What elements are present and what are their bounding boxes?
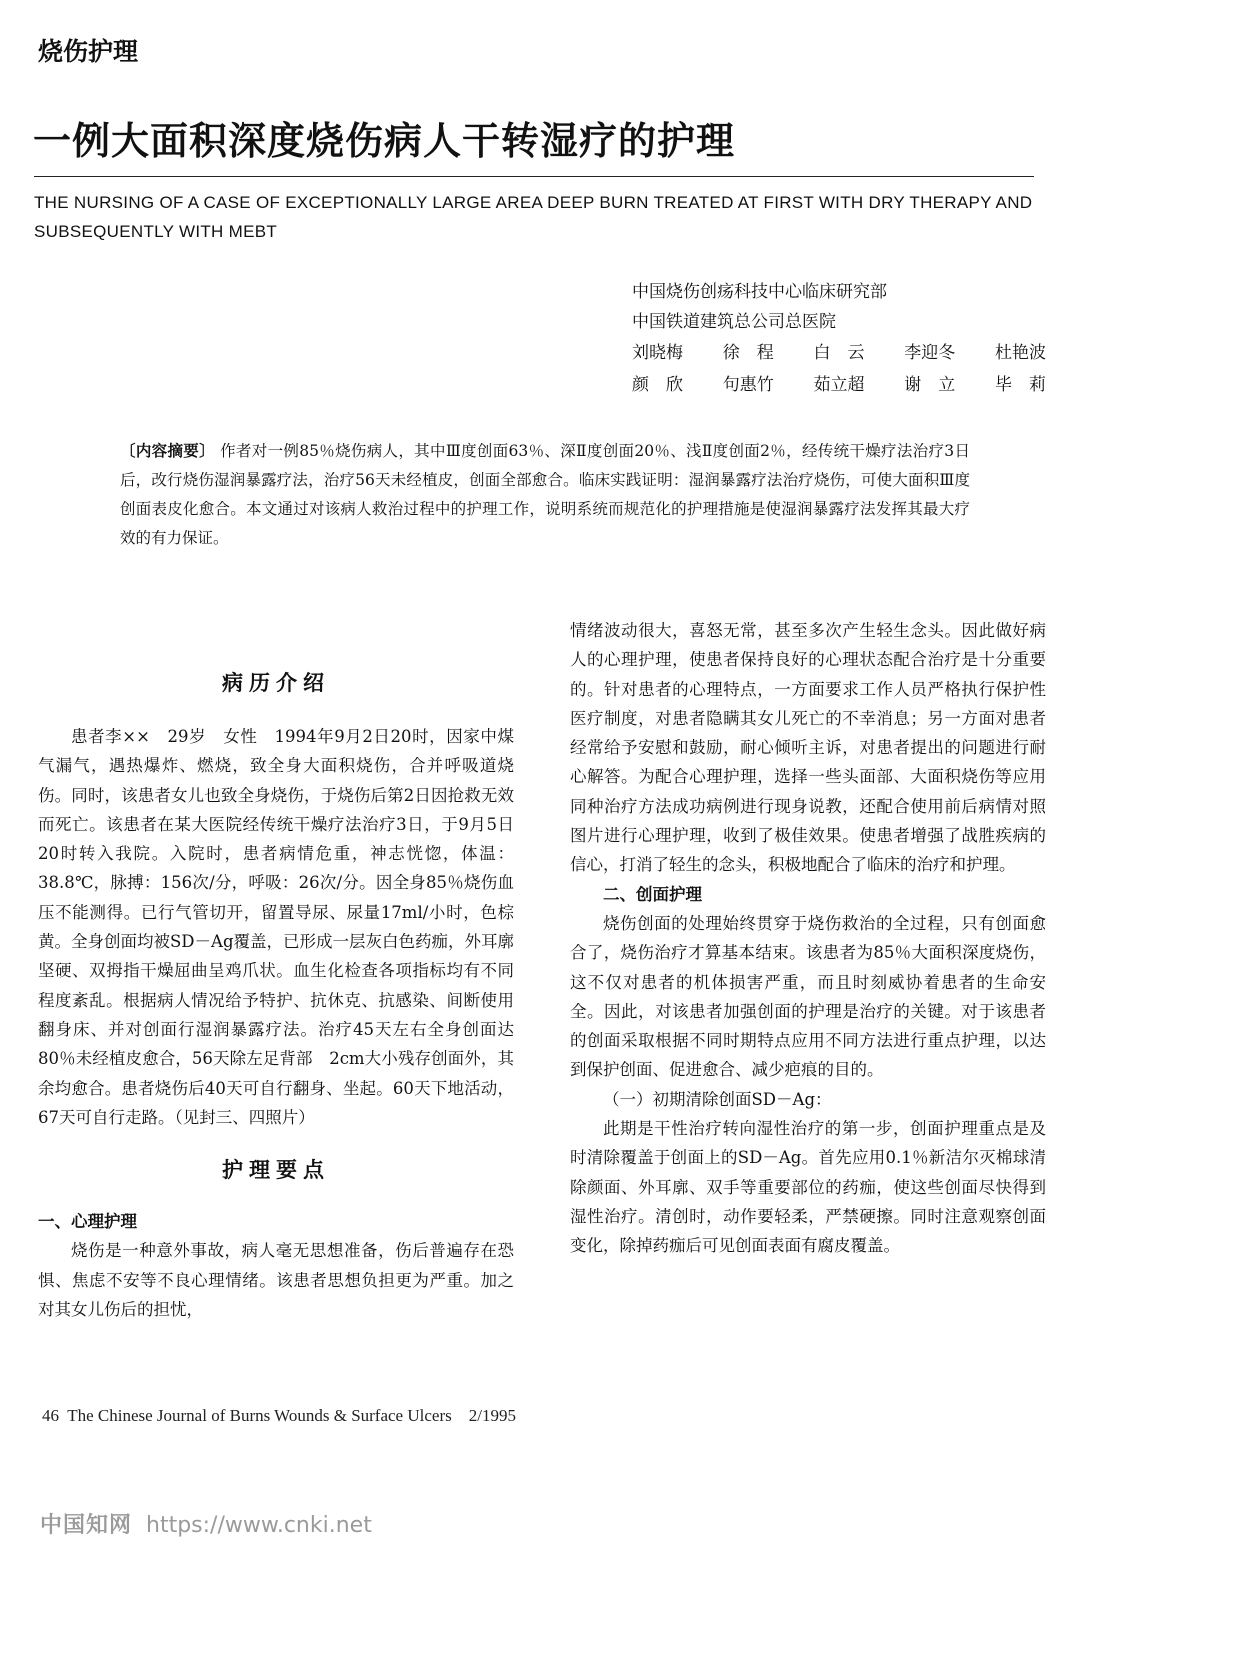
cnki-url[interactable]: https://www.cnki.net — [146, 1513, 372, 1538]
journal-issue: 2/1995 — [468, 1406, 516, 1425]
heading-nursing-points: 护理要点 — [222, 1158, 330, 1183]
cnki-logo: 中国知网 — [40, 1513, 133, 1538]
page-number: 46 — [42, 1406, 59, 1425]
author-name: 徐 程 — [722, 343, 774, 363]
abstract — [120, 437, 970, 553]
author-name: 李迎冬 — [904, 343, 956, 363]
subheading-wound-care: 二、创面护理 — [603, 884, 702, 904]
author-name: 白 云 — [813, 343, 865, 363]
author-name: 刘晓梅 — [632, 343, 683, 363]
author-name: 茹立超 — [813, 375, 865, 395]
author-row — [632, 338, 1046, 370]
case-history-paragraph: 患者李×× 29岁 女性 1994年9月2日20时，因家中煤气漏气，遇热爆炸、燃烧，致全身大面积烧伤，合并呼吸道烧伤。同时，该患者女儿也致全身烧伤，于烧伤后第2日因抢救无效而死亡。该患者在某大医院经传统干燥疗法治疗3日，于9月5日20时转入我院。入院时，患者病情危重，神志恍惚，体温：38.8℃，脉搏：156次/分，呼吸：26次/分。因全身85％烧伤血压不能测得。已行气管切开，留置导尿、尿量17ml/小时，色棕黄。全身创面均被SD－Ag覆盖，已形成一层灰白色药痂，外耳廓坚硬、双拇指干燥屈曲呈鸡爪状。血生化检查各项指标均有不同程度紊乱。根据病人情况给予特护、抗休克、抗感染、间断使用翻身床、并对创面行湿润暴露疗法。治疗45天左右全身创面达80％未经植皮愈合，56天除左足背部 2cm大小残存创面外，其余均愈合。患者烧伤后40天可自行翻身、坐起。60天下地活动，67天可自行走路。（见封三、四照片） — [38, 727, 515, 1127]
page-title: 一例大面积深度烧伤病人干转湿疗的护理 — [33, 119, 736, 163]
section-label: 烧伤护理 — [38, 37, 139, 66]
heading-case-history: 病历介绍 — [222, 671, 330, 695]
author-name: 杜艳波 — [995, 343, 1046, 363]
page-footer — [42, 1406, 516, 1426]
author-name: 颜 欣 — [632, 375, 683, 395]
abstract-label: 〔内容摘要〕 — [120, 442, 215, 460]
journal-name: The Chinese Journal of Burns Wounds & Surface Ulcers — [67, 1406, 452, 1425]
author-list — [632, 338, 1046, 402]
subheading-psychological-care: 一、心理护理 — [38, 1212, 137, 1232]
psych-care-paragraph: 烧伤是一种意外事故，病人毫无思想准备，伤后普遍存在恐惧、焦虑不安等不良心理情绪。该患者思想负担更为严重。加之对其女儿伤后的担忧， — [38, 1241, 514, 1320]
affiliation-2: 中国铁道建筑总公司总医院 — [632, 312, 836, 332]
psych-care-continued: 情绪波动很大，喜怒无常，甚至多次产生轻生念头。因此做好病人的心理护理，使患者保持良好的心理状态配合治疗是十分重要的。针对患者的心理特点，一方面要求工作人员严格执行保护性医疗制度，对患者隐瞒其女儿死亡的不幸消息；另一方面对患者经常给予安慰和鼓励，耐心倾听主诉，对患者提出的问题进行耐心解答。为配合心理护理，选择一些头面部、大面积烧伤等应用同种治疗方法成功病例进行现身说教，还配合使用前后病情对照图片进行心理护理，收到了极佳效果。使患者增强了战胜疾病的信心，打消了轻生的念头，积极地配合了临床的治疗和护理。 — [570, 621, 1046, 875]
left-column — [38, 669, 514, 1324]
abstract-text: 作者对一例85％烧伤病人，其中Ⅲ度创面63％、深Ⅱ度创面20％、浅Ⅱ度创面2％，经传统干燥疗法治疗3日后，改行烧伤湿润暴露疗法，治疗56天未经植皮，创面全部愈合。临床实践证明：湿润暴露疗法治疗烧伤，可使大面积Ⅲ度创面表皮化愈合。本文通过对该病人救治过程中的护理工作，说明系统而规范化的护理措施是使湿润暴露疗法发挥其最大疗效的有力保证。 — [120, 442, 970, 547]
subheading-early-stage: （一）初期清除创面SD－Ag： — [603, 1089, 832, 1109]
wound-care-paragraph: 烧伤创面的处理始终贯穿于烧伤救治的全过程，只有创面愈合了，烧伤治疗才算基本结束。该患者为85％大面积深度烧伤，这不仅对患者的机体损害严重，而且时刻威协着患者的生命安全。因此，对该患者加强创面的护理是治疗的关键。对于该患者的创面采取根据不同时期特点应用不同方法进行重点护理，以达到保护创面、促进愈合、减少疤痕的目的。 — [570, 913, 1046, 1080]
right-column — [570, 616, 1046, 1261]
english-title: THE NURSING OF A CASE OF EXCEPTIONALLY LARGE AREA DEEP BURN TREATED AT FIRST WITH DRY THERAPY AND SUBSEQUENTLY WITH MEBT — [34, 193, 1033, 241]
author-name: 句惠竹 — [722, 375, 774, 395]
early-stage-paragraph: 此期是干性治疗转向湿性治疗的第一步，创面护理重点是及时清除覆盖于创面上的SD－Ag。首先应用0.1％新洁尔灭棉球清除颜面、外耳廓、双手等重要部位的药痂，使这些创面尽快得到湿性治疗。清创时，动作要轻柔，严禁硬擦。同时注意观察创面变化，除掉药痂后可见创面表面有腐皮覆盖。 — [570, 1119, 1046, 1256]
cnki-watermark — [40, 1508, 372, 1539]
author-name: 毕 莉 — [995, 375, 1046, 395]
title-divider — [34, 176, 1034, 177]
author-row — [632, 370, 1046, 402]
author-name: 谢 立 — [904, 375, 956, 395]
affiliation-1: 中国烧伤创疡科技中心临床研究部 — [632, 282, 887, 302]
